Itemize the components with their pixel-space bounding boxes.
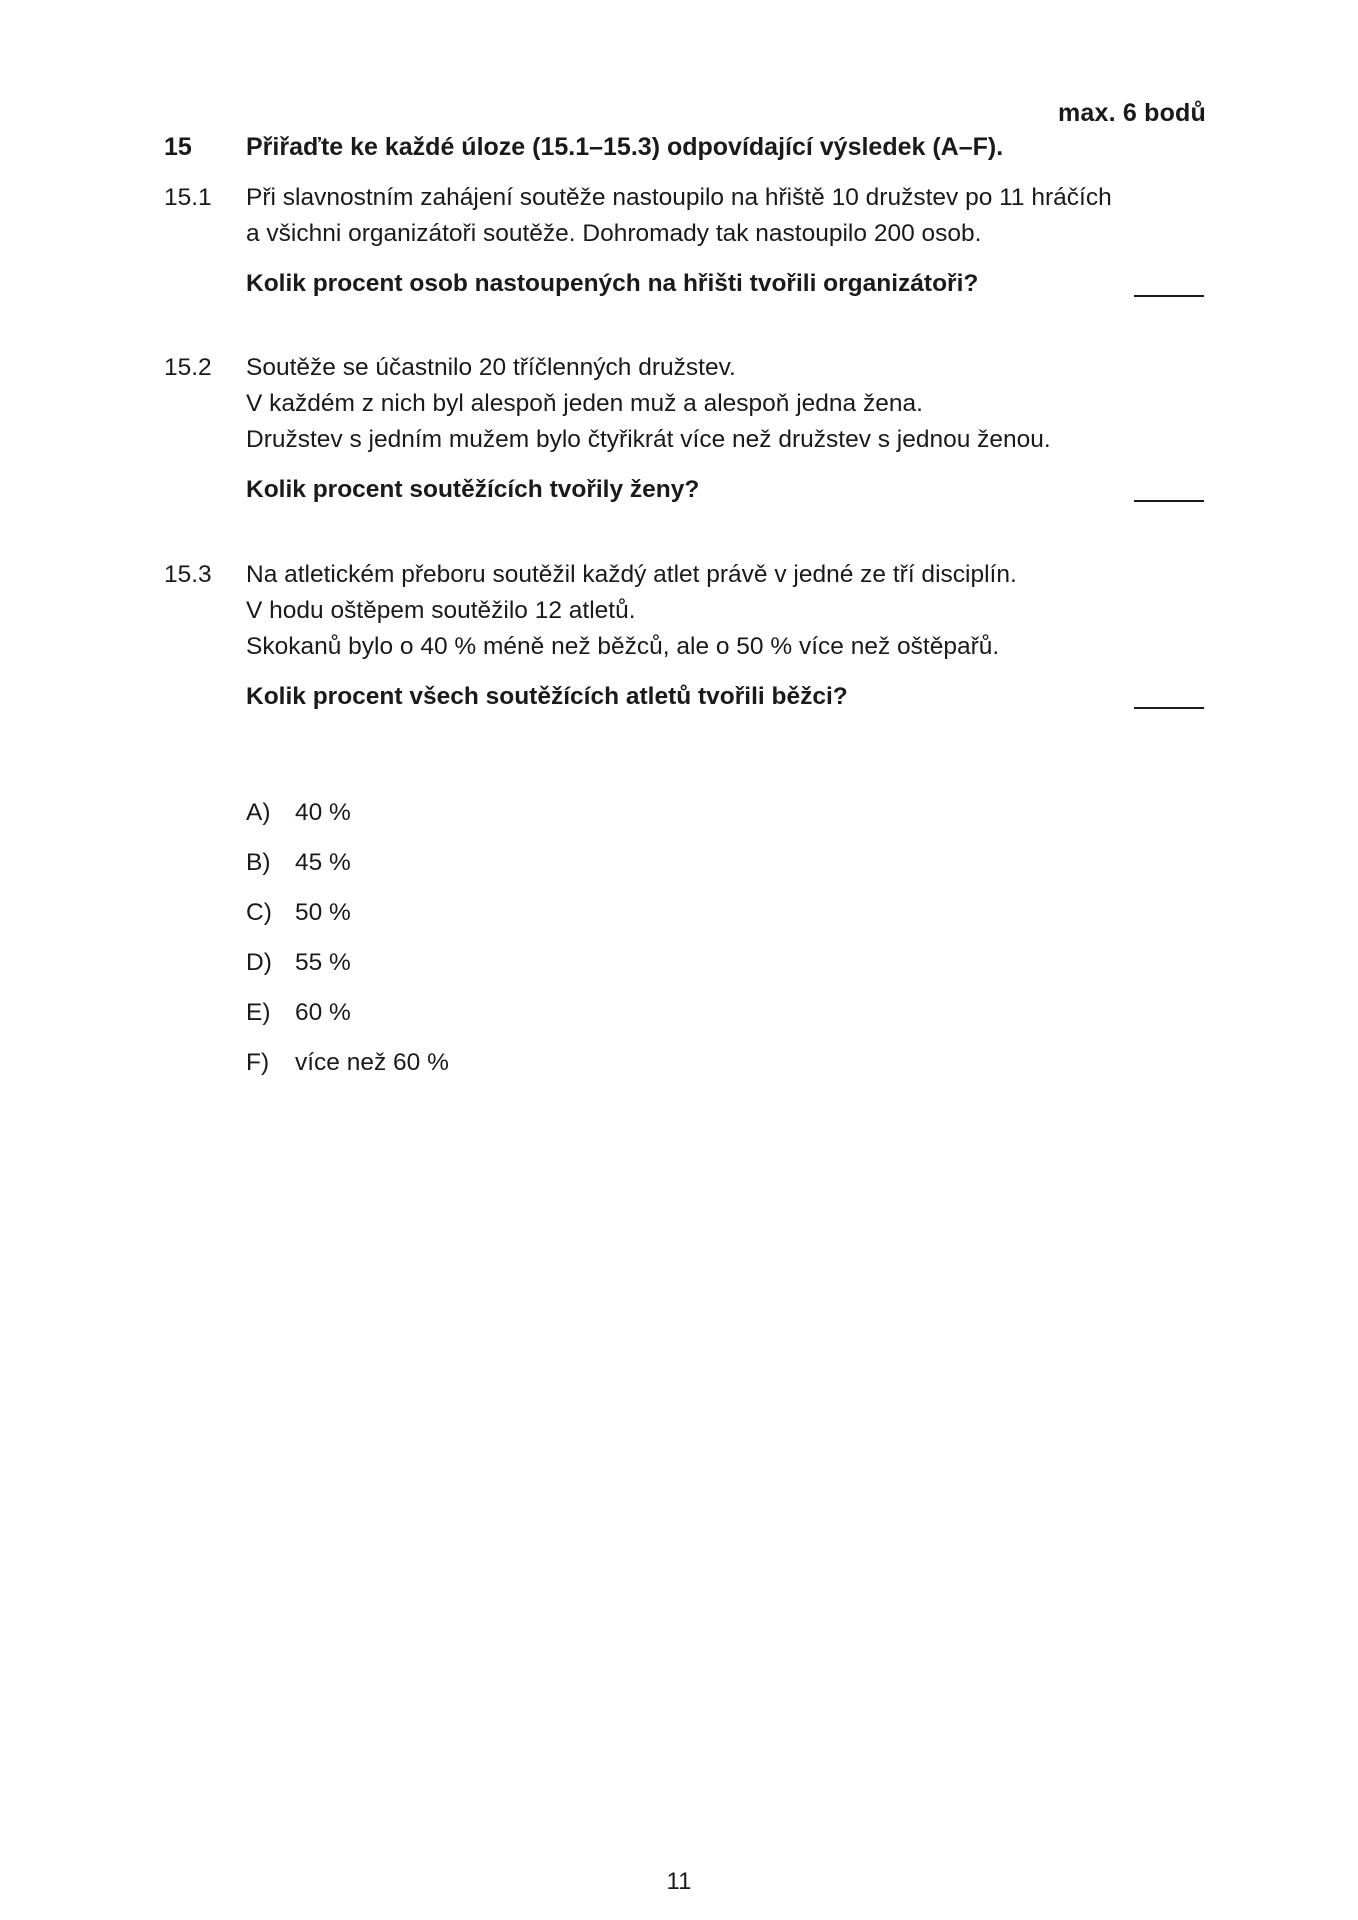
option-value: 60 % <box>295 999 351 1026</box>
subtask-number: 15.1 <box>164 184 212 211</box>
subtask-text-line: Při slavnostním zahájení soutěže nastoupilo na hřiště 10 družstev po 11 hráčích <box>246 184 1112 211</box>
subtask-number: 15.2 <box>164 354 212 381</box>
subtask-text-line: Skokanů bylo o 40 % méně než běžců, ale o 50 % více než oštěpařů. <box>246 633 1000 660</box>
answer-blank[interactable] <box>1134 500 1204 502</box>
subtask-text-line: Soutěže se účastnilo 20 tříčlenných družstev. <box>246 354 736 381</box>
option-value: 50 % <box>295 899 351 926</box>
option-letter: C) <box>246 899 272 926</box>
subtask-15-3 <box>164 557 1204 717</box>
subtask-text-line: V hodu oštěpem soutěžilo 12 atletů. <box>246 597 636 624</box>
option-letter: D) <box>246 949 272 976</box>
subtask-text-line: Na atletickém přeboru soutěžil každý atlet právě v jedné ze tří disciplín. <box>246 561 1017 588</box>
subtask-15-1 <box>164 180 1204 300</box>
page-number: 11 <box>666 1868 692 1895</box>
task-instruction: Přiřaďte ke každé úloze (15.1–15.3) odpovídající výsledek (A–F). <box>246 133 1004 161</box>
subtask-question: Kolik procent soutěžících tvořily ženy? <box>246 476 700 503</box>
option-letter: B) <box>246 849 271 876</box>
subtask-question: Kolik procent všech soutěžících atletů tvořili běžci? <box>246 683 848 710</box>
option-value: 45 % <box>295 849 351 876</box>
subtask-text-line: Družstev s jedním mužem bylo čtyřikrát více než družstev s jednou ženou. <box>246 426 1051 453</box>
option-letter: F) <box>246 1049 270 1076</box>
subtask-number: 15.3 <box>164 561 212 588</box>
subtask-body <box>246 557 1176 715</box>
option-value: 40 % <box>295 799 351 826</box>
subtask-question: Kolik procent osob nastoupených na hřišti tvořili organizátoři? <box>246 270 979 297</box>
option-letter: E) <box>246 999 271 1026</box>
max-points-label: max. 6 bodů <box>1057 99 1206 127</box>
answer-blank[interactable] <box>1134 707 1204 709</box>
option-letter: A) <box>246 799 271 826</box>
task-number: 15 <box>164 133 192 161</box>
option-value: 55 % <box>295 949 351 976</box>
subtask-body <box>246 180 1176 302</box>
subtask-text-line: V každém z nich byl alespoň jeden muž a alespoň jedna žena. <box>246 390 923 417</box>
subtask-15-2 <box>164 350 1204 510</box>
option-value: více než 60 % <box>295 1049 449 1076</box>
answer-blank[interactable] <box>1134 295 1204 297</box>
subtask-body <box>246 350 1176 508</box>
subtask-text-line: a všichni organizátoři soutěže. Dohromady tak nastoupilo 200 osob. <box>246 220 982 247</box>
